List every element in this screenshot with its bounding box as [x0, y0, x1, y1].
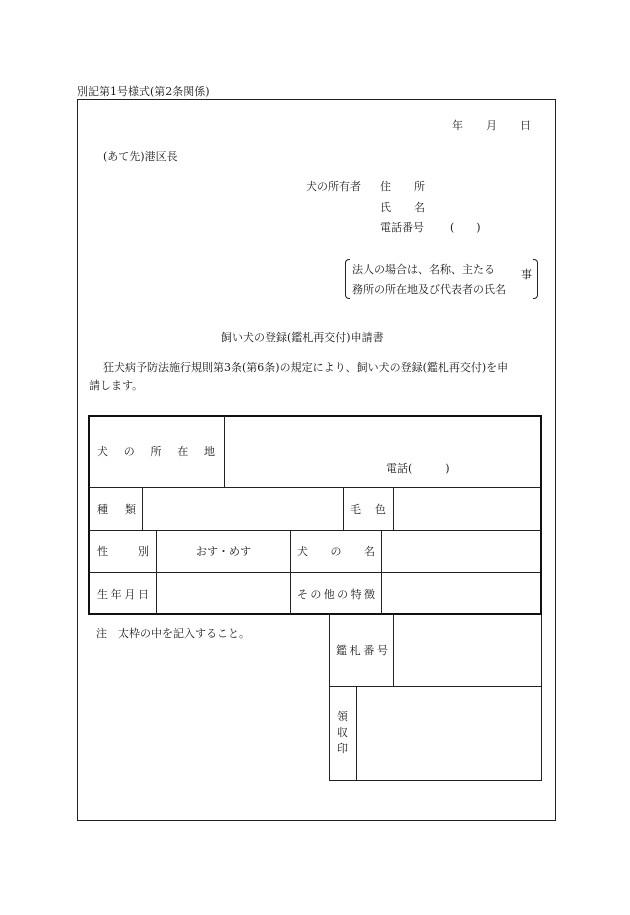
- office-box-rule: [329, 780, 542, 781]
- table-rule: [142, 487, 143, 530]
- features-input[interactable]: [384, 575, 538, 612]
- table-rule: [89, 487, 541, 488]
- sex-label: [97, 542, 149, 560]
- features-label-char: 特: [350, 587, 362, 601]
- date-month: 月: [486, 119, 497, 132]
- corporate-note-line2: 務所の所在地及び代表者の氏名: [352, 283, 506, 296]
- breed-label-char: 類: [125, 502, 136, 516]
- owner-heading: 犬の所有者: [306, 180, 361, 193]
- phone-label: 電話番号: [380, 221, 424, 234]
- dog-name-label-char: 名: [364, 544, 375, 558]
- birth-label-char: 生: [97, 587, 108, 601]
- table-rule: [343, 487, 344, 530]
- table-rule: [393, 487, 394, 530]
- birth-label-char: 日: [137, 587, 149, 601]
- address-label-1: 住: [380, 180, 391, 193]
- birth-input[interactable]: [159, 575, 288, 612]
- color-label: [350, 500, 386, 518]
- tag-number-label: [336, 641, 388, 659]
- location-label-char: の: [123, 444, 135, 458]
- office-box-rule: [329, 686, 542, 687]
- birth-label: [97, 585, 149, 603]
- note-bracket-right: [533, 259, 538, 299]
- office-box-rule: [329, 615, 330, 780]
- corporate-note-line1: 法人の場合は、名称、主たる: [352, 263, 495, 276]
- tag-number-label-char: 番: [363, 643, 375, 657]
- receipt-stamp-area[interactable]: [359, 689, 538, 777]
- sex-select[interactable]: おす・めす: [196, 545, 251, 558]
- dog-name-label-char: 犬: [297, 544, 308, 558]
- phone-parens: ( ): [450, 221, 481, 234]
- location-label-char: 犬: [97, 444, 108, 458]
- office-box-rule: [541, 615, 542, 780]
- color-input[interactable]: [396, 490, 538, 527]
- corporate-note-line1-tail: 事: [521, 268, 532, 281]
- features-label: [297, 585, 375, 603]
- dog-name-label-char: の: [330, 544, 342, 558]
- date-year: 年: [452, 119, 463, 132]
- tag-number-input[interactable]: [396, 618, 538, 683]
- location-label-char: 地: [204, 444, 215, 458]
- form-label: 別記第1号様式(第2条関係): [77, 85, 210, 98]
- office-box-rule: [393, 615, 394, 686]
- address-label-2: 所: [414, 180, 425, 193]
- office-box-rule: [356, 686, 357, 780]
- color-label-char: 毛: [350, 502, 361, 516]
- tag-number-label-char: 鑑: [336, 643, 347, 657]
- tag-number-label-char: 号: [376, 643, 388, 657]
- body-line-2: 請します。: [89, 379, 144, 392]
- location-label: [97, 442, 215, 460]
- location-phone: 電話( ): [386, 462, 450, 475]
- features-label-char: 他: [323, 587, 335, 601]
- features-label-char: の: [310, 587, 322, 601]
- breed-input[interactable]: [145, 490, 340, 527]
- birth-label-char: 年: [110, 587, 122, 601]
- breed-label-char: 種: [97, 502, 108, 516]
- addressee: (あて先)港区長: [103, 150, 178, 163]
- receipt-label-1: 領: [337, 710, 348, 723]
- birth-label-char: 月: [124, 587, 136, 601]
- dog-name-input[interactable]: [384, 533, 538, 570]
- receipt-label-3: 印: [337, 742, 348, 755]
- note: 注 太枠の中を記入すること。: [96, 627, 250, 640]
- sex-label-char: 別: [138, 544, 149, 558]
- sex-label-char: 性: [97, 544, 108, 558]
- features-label-char: 徴: [363, 587, 375, 601]
- date-day: 日: [520, 119, 531, 132]
- table-rule: [290, 530, 291, 614]
- location-label-char: 在: [177, 444, 189, 458]
- note-bracket-left: [345, 259, 350, 299]
- name-label-2: 名: [414, 201, 425, 214]
- features-label-char: そ: [297, 587, 308, 601]
- color-label-char: 色: [375, 502, 386, 516]
- table-rule: [224, 416, 225, 487]
- body-line-1: 狂犬病予防法施行規則第3条(第6条)の規定により、飼い犬の登録(鑑札再交付)を申: [103, 361, 509, 374]
- tag-number-label-char: 札: [349, 643, 361, 657]
- location-input[interactable]: [228, 418, 538, 484]
- name-label-1: 氏: [380, 201, 391, 214]
- page-title: 飼い犬の登録(鑑札再交付)申請書: [221, 331, 384, 344]
- features-label-char: の: [337, 587, 349, 601]
- table-rule: [381, 530, 382, 614]
- location-label-char: 所: [150, 444, 162, 458]
- dog-name-label: [297, 542, 375, 560]
- receipt-label-2: 収: [337, 726, 348, 739]
- breed-label: [97, 500, 136, 518]
